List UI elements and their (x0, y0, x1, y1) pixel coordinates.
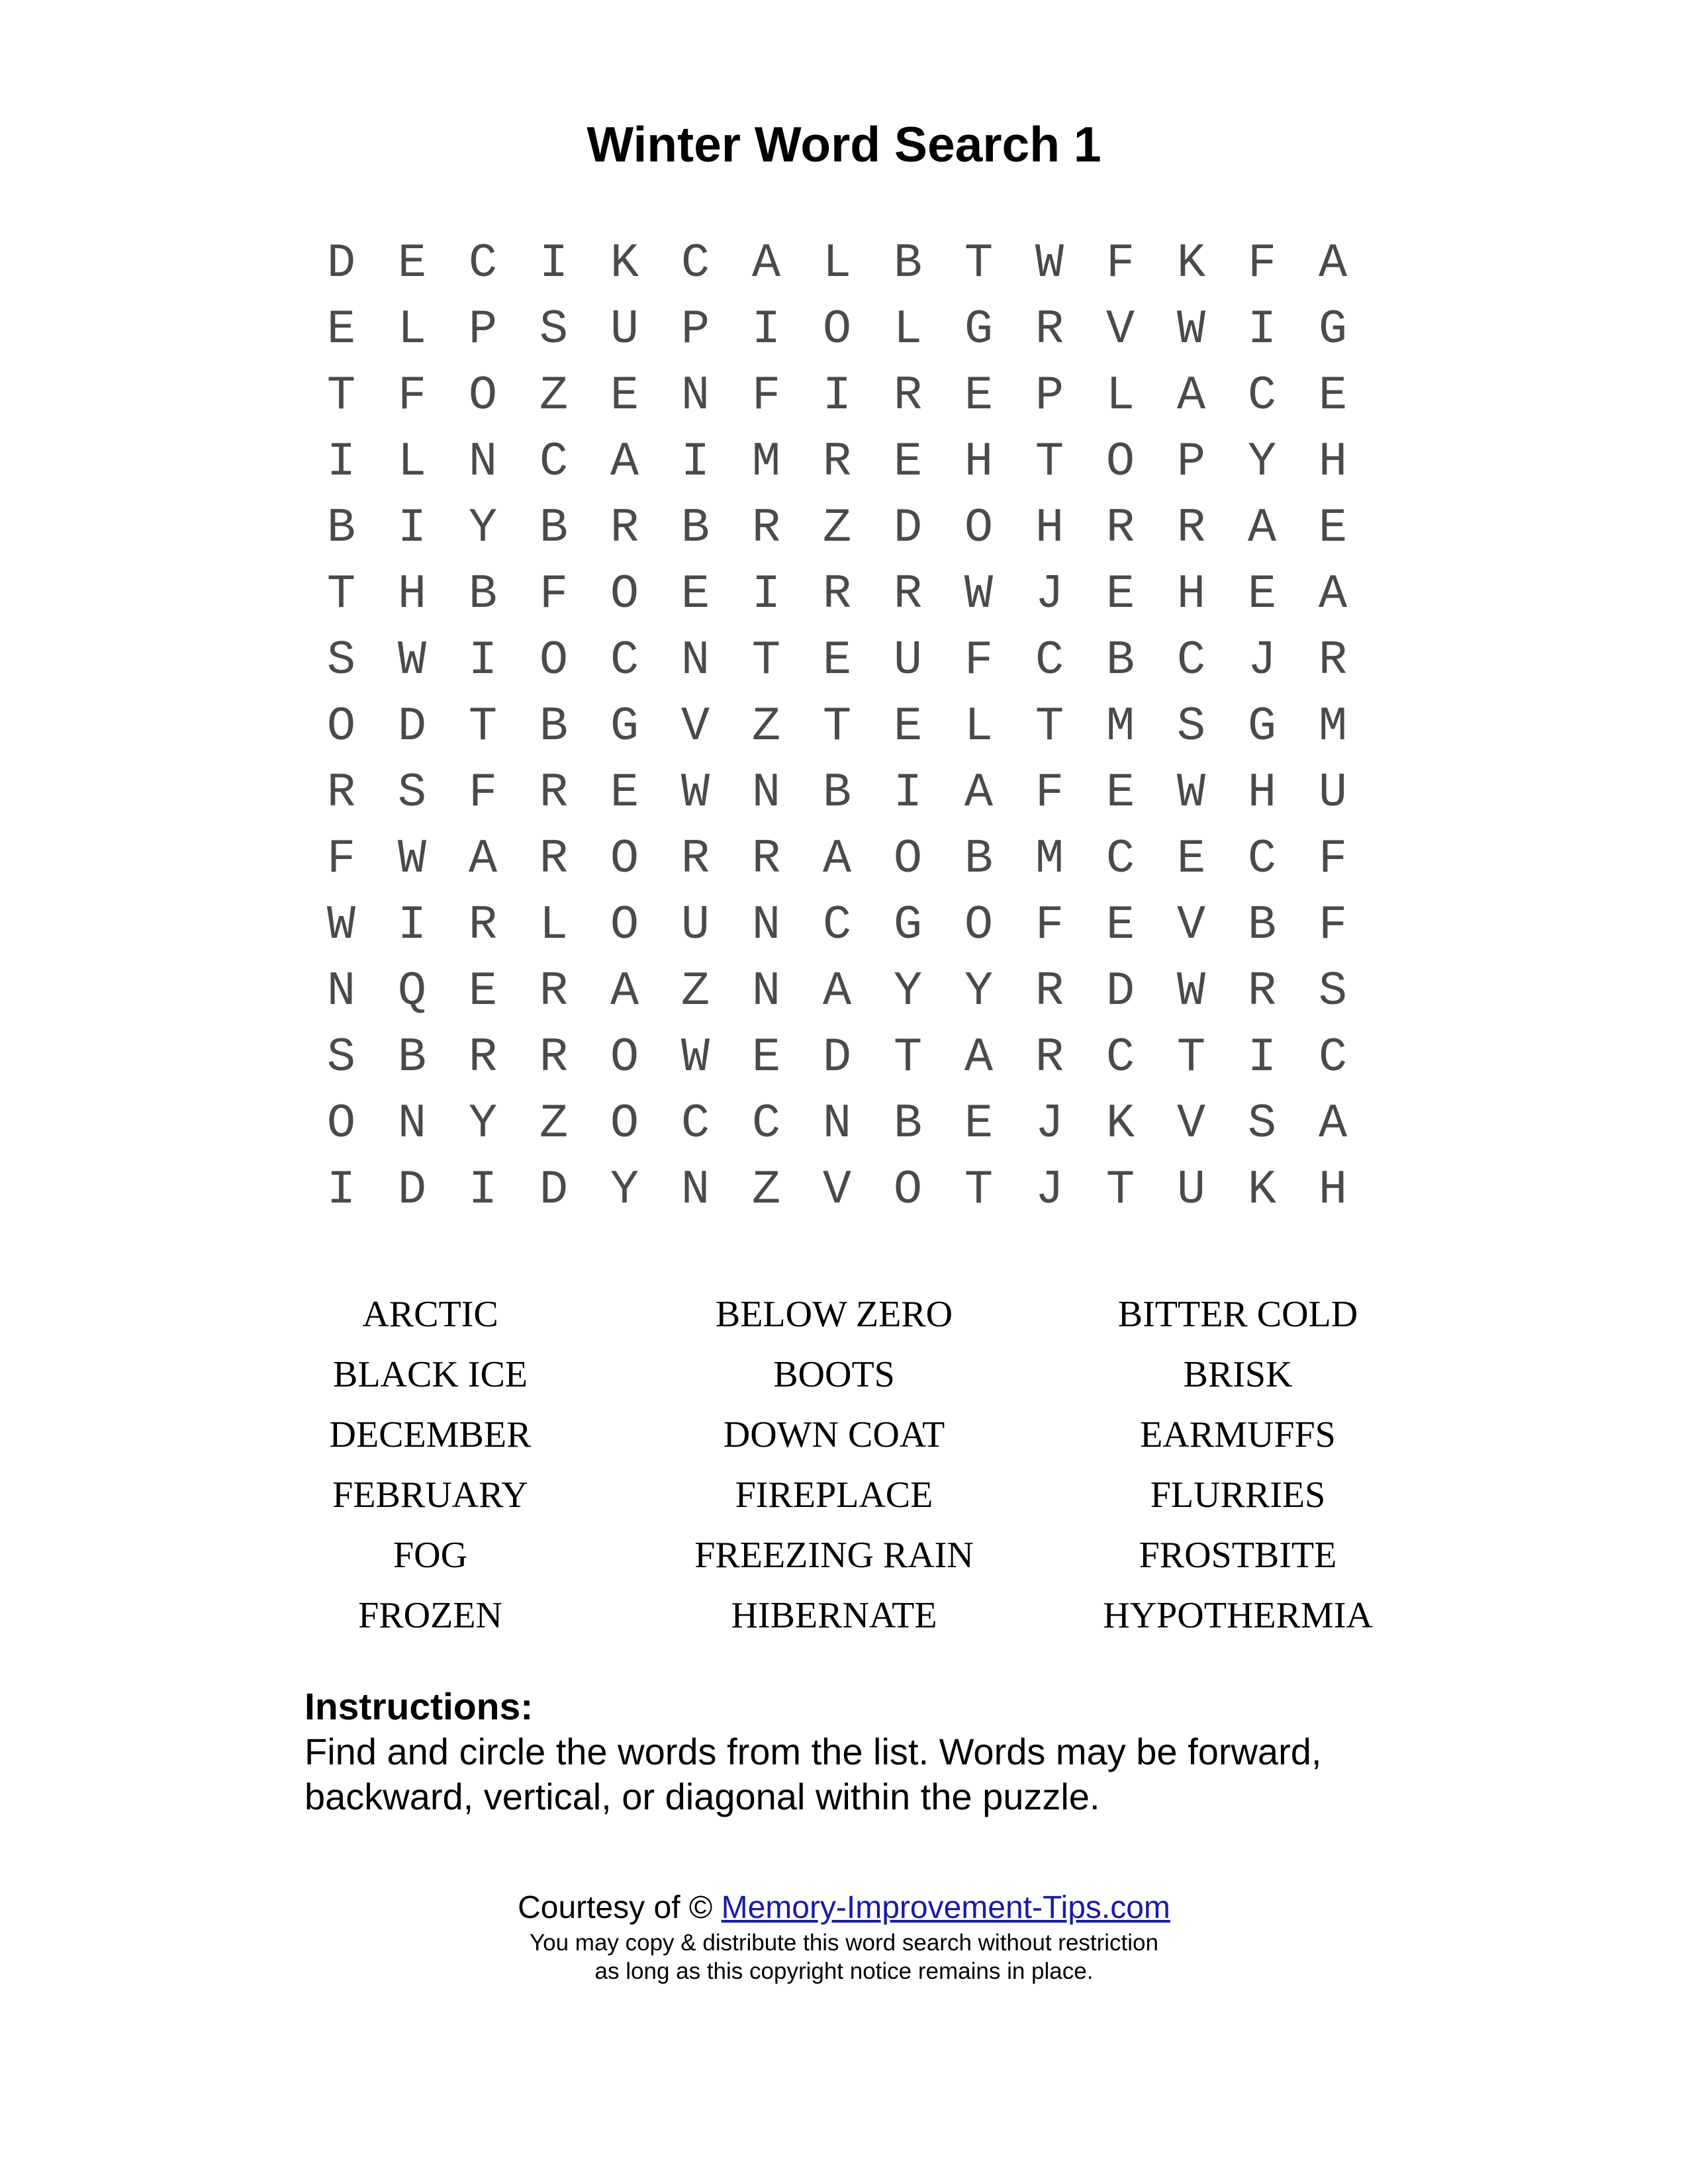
grid-letter[interactable]: B (680, 501, 710, 555)
grid-letter[interactable]: M (1105, 700, 1135, 754)
grid-letter[interactable]: O (539, 633, 569, 688)
grid-letter[interactable]: P (468, 302, 498, 357)
grid-letter[interactable]: C (1105, 1030, 1135, 1085)
grid-letter[interactable]: S (397, 766, 427, 820)
grid-letter[interactable]: I (751, 302, 781, 357)
word-list-item: FROZEN (358, 1595, 502, 1636)
grid-letter[interactable]: S (1318, 964, 1348, 1019)
grid-letter[interactable]: K (1176, 236, 1206, 291)
grid-letter[interactable]: F (468, 766, 498, 820)
grid-row (306, 627, 1372, 694)
grid-letter[interactable]: R (751, 832, 781, 886)
grid-letter[interactable]: R (539, 964, 569, 1019)
grid-letter[interactable]: N (751, 766, 781, 820)
grid-letter[interactable]: O (893, 1163, 923, 1217)
word-list-item: BITTER COLD (1117, 1294, 1358, 1335)
grid-letter[interactable]: E (1105, 898, 1135, 952)
grid-letter[interactable]: B (1105, 633, 1135, 688)
grid-letter[interactable]: I (893, 766, 923, 820)
grid-letter[interactable]: O (964, 898, 994, 952)
grid-letter[interactable]: Y (610, 1163, 639, 1217)
grid-letter[interactable]: R (610, 501, 639, 555)
grid-row (306, 826, 1372, 892)
grid-letter[interactable]: L (893, 302, 923, 357)
grid-letter[interactable]: A (822, 832, 852, 886)
grid-letter[interactable]: E (893, 700, 923, 754)
grid-letter[interactable]: U (1318, 766, 1348, 820)
grid-letter[interactable]: C (1247, 832, 1277, 886)
grid-letter[interactable]: W (680, 1030, 710, 1085)
grid-letter[interactable]: H (1176, 567, 1206, 621)
grid-letter[interactable]: I (539, 236, 569, 291)
grid-letter[interactable]: D (539, 1163, 569, 1217)
grid-letter[interactable]: I (397, 501, 427, 555)
grid-letter[interactable]: P (680, 302, 710, 357)
grid-letter[interactable]: G (610, 700, 639, 754)
grid-letter[interactable]: R (1035, 302, 1064, 357)
grid-letter[interactable]: N (397, 1097, 427, 1151)
copyright-notice-line-2: as long as this copyright notice remains in place. (594, 1958, 1094, 1984)
grid-row (306, 1024, 1372, 1091)
grid-letter[interactable]: A (1247, 501, 1277, 555)
grid-letter[interactable]: G (1318, 302, 1348, 357)
grid-letter[interactable]: S (539, 302, 569, 357)
grid-letter[interactable]: R (680, 832, 710, 886)
grid-letter[interactable]: O (326, 700, 356, 754)
grid-letter[interactable]: C (539, 435, 569, 489)
grid-letter[interactable]: B (1247, 898, 1277, 952)
grid-letter[interactable]: H (1318, 435, 1348, 489)
grid-letter[interactable]: N (326, 964, 356, 1019)
grid-letter[interactable]: T (326, 369, 356, 423)
grid-letter[interactable]: Z (680, 964, 710, 1019)
grid-letter[interactable]: J (1035, 1097, 1064, 1151)
grid-letter[interactable]: F (751, 369, 781, 423)
grid-letter[interactable]: F (539, 567, 569, 621)
word-list-item: FREEZING RAIN (694, 1535, 974, 1576)
grid-letter[interactable]: R (326, 766, 356, 820)
grid-letter[interactable]: V (1176, 1097, 1206, 1151)
word-list-item: FOG (393, 1535, 468, 1576)
grid-letter[interactable]: A (468, 832, 498, 886)
grid-letter[interactable]: Z (539, 1097, 569, 1151)
grid-letter[interactable]: A (751, 236, 781, 291)
grid-letter[interactable]: U (893, 633, 923, 688)
grid-letter[interactable]: C (1035, 633, 1064, 688)
grid-letter[interactable]: C (822, 898, 852, 952)
word-list-item: EARMUFFS (1140, 1414, 1336, 1455)
instructions-heading: Instructions: (305, 1686, 534, 1728)
copyright-notice-line-1: You may copy & distribute this word search without restriction (530, 1930, 1158, 1956)
grid-letter[interactable]: H (964, 435, 994, 489)
grid-letter[interactable]: R (751, 501, 781, 555)
grid-letter[interactable]: W (397, 633, 427, 688)
grid-letter[interactable]: C (1176, 633, 1206, 688)
grid-letter[interactable]: T (1035, 700, 1064, 754)
grid-letter[interactable]: I (326, 435, 356, 489)
grid-row (306, 230, 1372, 296)
word-list (265, 1284, 1483, 1655)
grid-letter[interactable]: K (1105, 1097, 1135, 1151)
grid-letter[interactable]: C (680, 1097, 710, 1151)
grid-letter[interactable]: K (610, 236, 639, 291)
grid-letter[interactable]: N (468, 435, 498, 489)
grid-letter[interactable]: F (397, 369, 427, 423)
grid-letter[interactable]: B (822, 766, 852, 820)
grid-letter[interactable]: E (1318, 501, 1348, 555)
grid-letter[interactable]: Y (964, 964, 994, 1019)
grid-letter[interactable]: A (610, 964, 639, 1019)
grid-letter[interactable]: G (1247, 700, 1277, 754)
grid-letter[interactable]: M (751, 435, 781, 489)
grid-letter[interactable]: H (1247, 766, 1277, 820)
grid-letter[interactable]: F (1035, 766, 1064, 820)
grid-letter[interactable]: N (680, 633, 710, 688)
grid-row (306, 1157, 1372, 1223)
word-list-item: BLACK ICE (333, 1354, 528, 1395)
grid-letter[interactable]: U (680, 898, 710, 952)
grid-letter[interactable]: L (964, 700, 994, 754)
grid-letter[interactable]: I (468, 1163, 498, 1217)
grid-letter[interactable]: F (1035, 898, 1064, 952)
page-title: Winter Word Search 1 (586, 116, 1102, 172)
grid-letter[interactable]: A (822, 964, 852, 1019)
grid-letter[interactable]: C (680, 236, 710, 291)
grid-letter[interactable]: A (1176, 369, 1206, 423)
grid-letter[interactable]: I (397, 898, 427, 952)
grid-letter[interactable]: C (610, 633, 639, 688)
grid-letter[interactable]: A (1318, 1097, 1348, 1151)
grid-letter[interactable]: E (893, 435, 923, 489)
grid-letter[interactable]: E (1247, 567, 1277, 621)
grid-letter[interactable]: H (1318, 1163, 1348, 1217)
grid-letter[interactable]: B (539, 700, 569, 754)
courtesy-line (0, 1888, 1688, 1929)
grid-letter[interactable]: R (1035, 1030, 1064, 1085)
grid-letter[interactable]: B (893, 236, 923, 291)
grid-letter[interactable]: W (326, 898, 356, 952)
grid-letter[interactable]: N (751, 898, 781, 952)
grid-letter[interactable]: O (964, 501, 994, 555)
grid-row (306, 892, 1372, 958)
word-list-item: BRISK (1183, 1354, 1293, 1395)
grid-letter[interactable]: F (1247, 236, 1277, 291)
grid-letter[interactable]: E (964, 369, 994, 423)
grid-row (306, 296, 1372, 363)
grid-letter[interactable]: C (1318, 1030, 1348, 1085)
grid-letter[interactable]: T (1105, 1163, 1135, 1217)
grid-letter[interactable]: L (397, 302, 427, 357)
instructions-line-1: Find and circle the words from the list. Words may be forward, (305, 1731, 1322, 1772)
grid-letter[interactable]: Z (539, 369, 569, 423)
grid-letter[interactable]: L (1105, 369, 1135, 423)
grid-letter[interactable]: R (539, 832, 569, 886)
grid-letter[interactable]: B (397, 1030, 427, 1085)
grid-letter[interactable]: A (1318, 236, 1348, 291)
grid-row (306, 760, 1372, 826)
grid-letter[interactable]: Y (468, 1097, 498, 1151)
grid-letter[interactable]: L (822, 236, 852, 291)
grid-letter[interactable]: Z (822, 501, 852, 555)
grid-letter[interactable]: O (822, 302, 852, 357)
grid-letter[interactable]: Y (893, 964, 923, 1019)
grid-letter[interactable]: I (1247, 302, 1277, 357)
grid-letter[interactable]: E (680, 567, 710, 621)
grid-letter[interactable]: V (1105, 302, 1135, 357)
grid-letter[interactable]: R (1176, 501, 1206, 555)
grid-letter[interactable]: R (1247, 964, 1277, 1019)
word-list-item: FROSTBITE (1139, 1535, 1337, 1576)
grid-letter[interactable]: I (822, 369, 852, 423)
grid-letter[interactable]: Q (397, 964, 427, 1019)
grid-letter[interactable]: H (1035, 501, 1064, 555)
grid-letter[interactable]: S (326, 633, 356, 688)
word-list-item: BOOTS (773, 1354, 895, 1395)
grid-letter[interactable]: C (1247, 369, 1277, 423)
grid-letter[interactable]: E (610, 369, 639, 423)
grid-letter[interactable]: E (326, 302, 356, 357)
grid-letter[interactable]: T (964, 1163, 994, 1217)
grid-letter[interactable]: D (822, 1030, 852, 1085)
word-list-item: DECEMBER (329, 1414, 532, 1455)
grid-letter[interactable]: J (1247, 633, 1277, 688)
grid-letter[interactable]: T (751, 633, 781, 688)
word-list-item: BELOW ZERO (715, 1294, 953, 1335)
grid-letter[interactable]: R (822, 567, 852, 621)
grid-letter[interactable]: U (1176, 1163, 1206, 1217)
grid-letter[interactable]: E (1105, 766, 1135, 820)
grid-letter[interactable]: L (539, 898, 569, 952)
grid-letter[interactable]: D (893, 501, 923, 555)
grid-letter[interactable]: V (680, 700, 710, 754)
grid-row (306, 958, 1372, 1024)
grid-letter[interactable]: S (1247, 1097, 1277, 1151)
grid-letter[interactable]: L (397, 435, 427, 489)
grid-letter[interactable]: F (1318, 832, 1348, 886)
grid-letter[interactable]: R (539, 1030, 569, 1085)
grid-letter[interactable]: E (610, 766, 639, 820)
footer (0, 1888, 1688, 1985)
grid-letter[interactable]: Y (1247, 435, 1277, 489)
grid-letter[interactable]: A (964, 766, 994, 820)
grid-letter[interactable]: A (1318, 567, 1348, 621)
grid-letter[interactable]: N (680, 1163, 710, 1217)
grid-letter[interactable]: C (751, 1097, 781, 1151)
grid-row (306, 1091, 1372, 1157)
grid-letter[interactable]: B (468, 567, 498, 621)
grid-letter[interactable]: N (680, 369, 710, 423)
grid-letter[interactable]: T (468, 700, 498, 754)
grid-letter[interactable]: E (1105, 567, 1135, 621)
grid-letter[interactable]: T (822, 700, 852, 754)
grid-letter[interactable]: O (468, 369, 498, 423)
grid-letter[interactable]: O (610, 1030, 639, 1085)
grid-letter[interactable]: I (468, 633, 498, 688)
grid-letter[interactable]: B (893, 1097, 923, 1151)
grid-letter[interactable]: Z (751, 700, 781, 754)
grid-letter[interactable]: B (326, 501, 356, 555)
grid-letter[interactable]: R (539, 766, 569, 820)
grid-letter[interactable]: I (751, 567, 781, 621)
word-list-item: HIBERNATE (731, 1595, 937, 1636)
grid-letter[interactable]: Y (468, 501, 498, 555)
grid-letter[interactable]: V (822, 1163, 852, 1217)
courtesy-prefix: Courtesy of © (518, 1890, 713, 1925)
grid-letter[interactable]: D (1105, 964, 1135, 1019)
grid-letter[interactable]: M (1035, 832, 1064, 886)
grid-letter[interactable]: E (1176, 832, 1206, 886)
grid-letter[interactable]: E (964, 1097, 994, 1151)
word-list-item: FLURRIES (1150, 1475, 1326, 1516)
grid-letter[interactable]: A (610, 435, 639, 489)
letter-grid (306, 230, 1372, 1223)
grid-letter[interactable]: N (751, 964, 781, 1019)
grid-letter[interactable]: W (1176, 964, 1206, 1019)
grid-letter[interactable]: R (1105, 501, 1135, 555)
grid-letter[interactable]: R (822, 435, 852, 489)
grid-row (306, 495, 1372, 561)
grid-letter[interactable]: W (680, 766, 710, 820)
grid-letter[interactable]: T (893, 1030, 923, 1085)
grid-letter[interactable]: O (610, 832, 639, 886)
grid-letter[interactable]: W (1176, 766, 1206, 820)
word-list-item: FEBRUARY (332, 1475, 528, 1516)
grid-row (306, 694, 1372, 760)
grid-letter[interactable]: W (1176, 302, 1206, 357)
grid-letter[interactable]: T (1176, 1030, 1206, 1085)
grid-letter[interactable]: O (893, 832, 923, 886)
website-link[interactable]: Memory-Improvement-Tips.com (721, 1890, 1170, 1925)
grid-letter[interactable]: J (1035, 567, 1064, 621)
grid-letter[interactable]: R (468, 898, 498, 952)
grid-letter[interactable]: O (1105, 435, 1135, 489)
grid-letter[interactable]: H (397, 567, 427, 621)
instructions-section (305, 1684, 1430, 1819)
grid-letter[interactable]: T (964, 236, 994, 291)
grid-letter[interactable]: D (326, 236, 356, 291)
grid-letter[interactable]: E (468, 964, 498, 1019)
grid-letter[interactable]: G (964, 302, 994, 357)
grid-letter[interactable]: O (610, 1097, 639, 1151)
grid-letter[interactable]: J (1035, 1163, 1064, 1217)
grid-letter[interactable]: U (610, 302, 639, 357)
grid-letter[interactable]: R (1035, 964, 1064, 1019)
grid-letter[interactable]: B (964, 832, 994, 886)
grid-row (306, 363, 1372, 429)
grid-letter[interactable]: O (610, 898, 639, 952)
grid-letter[interactable]: V (1176, 898, 1206, 952)
grid-letter[interactable]: R (468, 1030, 498, 1085)
grid-letter[interactable]: C (1105, 832, 1135, 886)
grid-letter[interactable]: R (893, 369, 923, 423)
grid-letter[interactable]: F (1318, 898, 1348, 952)
grid-letter[interactable]: D (397, 700, 427, 754)
grid-letter[interactable]: P (1035, 369, 1064, 423)
grid-letter[interactable]: C (468, 236, 498, 291)
grid-letter[interactable]: K (1247, 1163, 1277, 1217)
grid-letter[interactable]: A (964, 1030, 994, 1085)
grid-letter[interactable]: I (1247, 1030, 1277, 1085)
grid-letter[interactable]: T (326, 567, 356, 621)
grid-letter[interactable]: T (1035, 435, 1064, 489)
grid-letter[interactable]: W (1035, 236, 1064, 291)
word-list-item: HYPOTHERMIA (1103, 1595, 1373, 1636)
grid-letter[interactable]: I (326, 1163, 356, 1217)
grid-letter[interactable]: W (397, 832, 427, 886)
word-list-item: FIREPLACE (735, 1475, 933, 1516)
grid-letter[interactable]: Z (751, 1163, 781, 1217)
grid-letter[interactable]: P (1176, 435, 1206, 489)
grid-letter[interactable]: E (822, 633, 852, 688)
grid-letter[interactable]: E (397, 236, 427, 291)
grid-row (306, 561, 1372, 627)
grid-row (306, 429, 1372, 495)
grid-letter[interactable]: I (680, 435, 710, 489)
grid-letter[interactable]: N (822, 1097, 852, 1151)
grid-letter[interactable]: W (964, 567, 994, 621)
grid-letter[interactable]: R (893, 567, 923, 621)
grid-letter[interactable]: E (751, 1030, 781, 1085)
word-list-item: ARCTIC (362, 1294, 498, 1335)
grid-letter[interactable]: O (610, 567, 639, 621)
word-list-item: DOWN COAT (723, 1414, 945, 1455)
grid-letter[interactable]: E (1318, 369, 1348, 423)
grid-letter[interactable]: S (326, 1030, 356, 1085)
grid-letter[interactable]: F (326, 832, 356, 886)
grid-letter[interactable]: M (1318, 700, 1348, 754)
grid-letter[interactable]: D (397, 1163, 427, 1217)
grid-letter[interactable]: R (1318, 633, 1348, 688)
grid-letter[interactable]: S (1176, 700, 1206, 754)
instructions-line-2: backward, vertical, or diagonal within the puzzle. (305, 1776, 1100, 1817)
grid-letter[interactable]: B (539, 501, 569, 555)
grid-letter[interactable]: F (964, 633, 994, 688)
grid-letter[interactable]: F (1105, 236, 1135, 291)
grid-letter[interactable]: O (326, 1097, 356, 1151)
grid-letter[interactable]: G (893, 898, 923, 952)
